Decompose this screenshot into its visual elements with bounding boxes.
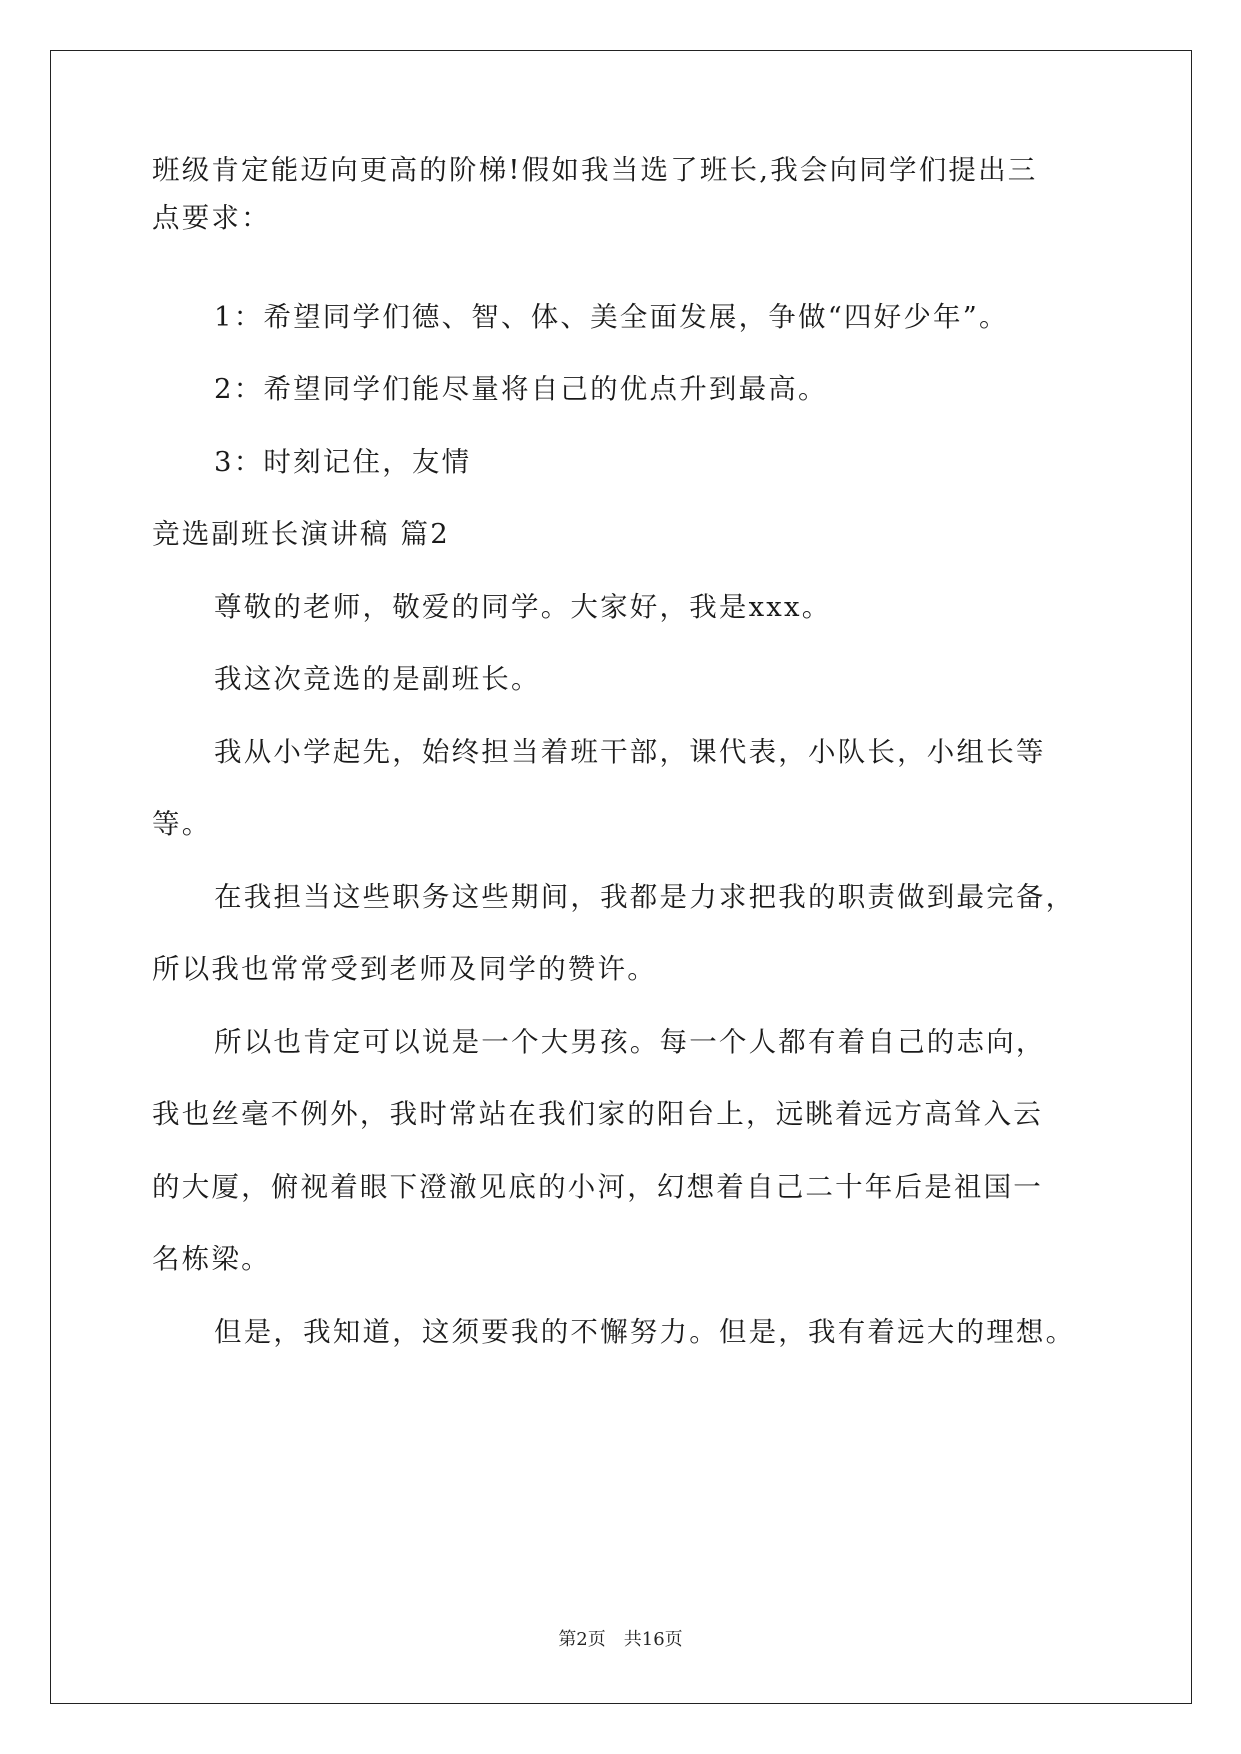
text-line-8: 我这次竞选的是副班长。 (214, 663, 541, 695)
section-heading: 竞选副班长演讲稿 篇2 (152, 518, 450, 550)
text-line-1: 班级肯定能迈向更高的阶梯!假如我当选了班长,我会向同学们提出三 (152, 154, 1038, 186)
page-number-footer: 第2页 共16页 (558, 1629, 683, 1650)
text-line-3: 1：希望同学们德、智、体、美全面发展，争做“四好少年”。 (214, 301, 1009, 333)
text-line-7: 尊敬的老师，敬爱的同学。大家好，我是xxx。 (214, 591, 832, 623)
text-line-13: 所以也肯定可以说是一个大男孩。每一个人都有着自己的志向， (214, 1026, 1046, 1058)
text-line-9: 我从小学起先，始终担当着班干部，课代表，小队长，小组长等 (214, 736, 1046, 768)
text-line-5: 3：时刻记住，友情 (214, 446, 472, 478)
text-line-10: 等。 (152, 808, 212, 840)
text-line-15: 的大厦，俯视着眼下澄澈见底的小河，幻想着自己二十年后是祖国一 (152, 1171, 1043, 1203)
page-border (50, 50, 1192, 1704)
text-line-14: 我也丝毫不例外，我时常站在我们家的阳台上，远眺着远方高耸入云 (152, 1098, 1043, 1130)
text-line-12: 所以我也常常受到老师及同学的赞许。 (152, 953, 657, 985)
text-line-2: 点要求： (152, 202, 271, 234)
text-line-4: 2：希望同学们能尽量将自己的优点升到最高。 (214, 373, 828, 405)
text-line-17: 但是，我知道，这须要我的不懈努力。但是，我有着远大的理想。 (214, 1316, 1076, 1348)
text-line-16: 名栋梁。 (152, 1243, 271, 1275)
text-line-11: 在我担当这些职务这些期间，我都是力求把我的职责做到最完备， (214, 881, 1076, 913)
